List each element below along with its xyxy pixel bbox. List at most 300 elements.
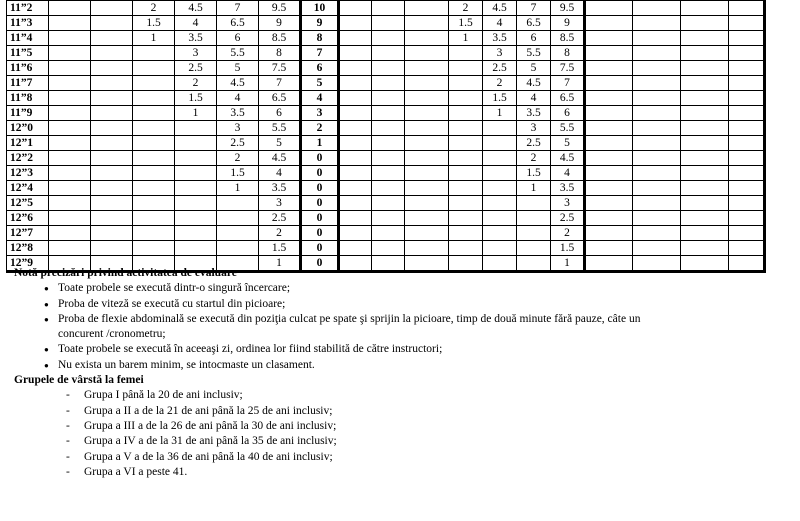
table-cell [405,196,449,211]
table-cell [49,151,91,166]
table-cell [91,241,133,256]
table-cell [729,31,765,46]
table-cell [405,166,449,181]
table-cell: 2 [551,226,585,241]
table-cell [49,121,91,136]
time-cell: 12”3 [7,166,49,181]
table-cell [681,61,729,76]
time-cell: 12”1 [7,136,49,151]
table-cell [483,166,517,181]
table-cell [133,166,175,181]
table-cell [339,1,372,16]
table-cell [49,136,91,151]
group-item: - Grupa I până la 20 de ani inclusiv; [66,388,794,403]
points-cell: 7 [301,46,339,61]
table-cell [91,1,133,16]
table-cell [133,91,175,106]
table-row [7,46,765,61]
time-cell: 12”2 [7,151,49,166]
table-cell [681,76,729,91]
table-cell [372,61,405,76]
table-cell [633,181,681,196]
table-cell [585,196,633,211]
table-cell [405,1,449,16]
table-cell [449,46,483,61]
table-cell: 2 [449,1,483,16]
table-cell [681,226,729,241]
table-cell [681,196,729,211]
table-cell [585,16,633,31]
time-cell: 12”4 [7,181,49,196]
table-cell [585,136,633,151]
table-row [7,211,765,226]
time-cell: 12”0 [7,121,49,136]
table-cell [175,166,217,181]
table-cell: 2.5 [517,136,551,151]
table-cell [339,211,372,226]
table-cell [91,181,133,196]
points-cell: 0 [301,166,339,181]
table-cell [405,151,449,166]
table-cell [633,31,681,46]
table-cell [729,106,765,121]
points-cell: 4 [301,91,339,106]
table-cell [729,91,765,106]
note-item: ● Toate probele se execută în aceeaşi zi, ordinea lor fiind stabilită de către instructori; [44,342,794,357]
table-cell: 9.5 [551,1,585,16]
table-cell [133,106,175,121]
table-cell [483,211,517,226]
table-cell [729,151,765,166]
table-cell: 3.5 [517,106,551,121]
table-cell [217,196,259,211]
table-cell [729,121,765,136]
table-cell: 2 [175,76,217,91]
table-cell: 5.5 [259,121,301,136]
note-item: ● Toate probele se execută dintr-o singură încercare; [44,281,794,296]
points-cell: 0 [301,196,339,211]
table-cell [175,211,217,226]
table-cell [633,151,681,166]
table-cell: 3 [517,121,551,136]
table-cell [372,91,405,106]
table-cell [339,46,372,61]
table-cell [585,241,633,256]
table-cell [175,136,217,151]
table-cell: 8.5 [551,31,585,46]
table-cell [405,181,449,196]
table-cell [449,106,483,121]
table-cell [681,121,729,136]
table-cell: 3 [217,121,259,136]
table-cell [49,1,91,16]
table-cell [633,136,681,151]
table-cell [449,241,483,256]
points-cell: 0 [301,211,339,226]
points-cell: 9 [301,16,339,31]
table-cell: 2.5 [551,211,585,226]
time-cell: 11”6 [7,61,49,76]
table-cell: 3 [259,196,301,211]
table-row [7,196,765,211]
table-cell [91,136,133,151]
table-cell [633,46,681,61]
scoring-table [6,0,766,273]
table-cell: 7 [217,1,259,16]
table-cell: 1 [551,256,585,272]
table-cell [91,196,133,211]
table-cell: 6 [551,106,585,121]
table-cell [729,1,765,16]
table-cell [681,181,729,196]
table-cell [133,241,175,256]
note-item: ● Nu exista un barem minim, se intocmaste un clasament. [44,358,794,373]
table-cell [372,241,405,256]
table-cell [339,106,372,121]
table-cell [133,211,175,226]
table-cell: 1.5 [175,91,217,106]
table-cell [449,61,483,76]
table-cell [729,166,765,181]
note-item: ● Proba de flexie abdominală se execută din poziţia culcat pe spate şi sprijin la picioare, timp de două minute fără pauze, câte un concurent /cronometru; [44,312,794,343]
table-cell [517,226,551,241]
table-cell [339,151,372,166]
table-cell [633,91,681,106]
table-cell [372,16,405,31]
table-cell: 7.5 [259,61,301,76]
table-cell: 1.5 [133,16,175,31]
table-cell: 9.5 [259,1,301,16]
table-cell [483,181,517,196]
table-cell: 6 [259,106,301,121]
table-cell: 2.5 [217,136,259,151]
time-cell: 12”8 [7,241,49,256]
table-row [7,241,765,256]
table-cell [339,61,372,76]
table-row [7,181,765,196]
table-cell [729,76,765,91]
table-cell [405,121,449,136]
table-cell [372,151,405,166]
groups-heading: Grupele de vârstă la femei [14,374,144,387]
table-cell: 7 [551,76,585,91]
table-cell [585,151,633,166]
table-cell [633,16,681,31]
table-cell: 9 [551,16,585,31]
table-cell [372,121,405,136]
table-cell [49,241,91,256]
table-cell [372,166,405,181]
table-cell [175,196,217,211]
table-cell [449,91,483,106]
time-cell: 11”4 [7,31,49,46]
table-cell [681,151,729,166]
table-cell [49,226,91,241]
time-cell: 12”6 [7,211,49,226]
table-cell [483,196,517,211]
group-item: - Grupa a III a de la 26 de ani până la 30 de ani inclusiv; [66,419,794,434]
table-cell [585,76,633,91]
table-cell: 6.5 [551,91,585,106]
table-cell [217,211,259,226]
table-cell [372,196,405,211]
table-cell: 2 [259,226,301,241]
table-cell [633,211,681,226]
table-cell: 5 [517,61,551,76]
table-cell: 1.5 [449,16,483,31]
table-cell: 5 [551,136,585,151]
table-cell [133,61,175,76]
table-cell [449,211,483,226]
table-cell [681,16,729,31]
table-cell: 5.5 [217,46,259,61]
table-row [7,31,765,46]
table-cell [585,181,633,196]
table-cell [49,211,91,226]
table-cell: 3.5 [175,31,217,46]
table-cell [405,226,449,241]
table-cell [729,61,765,76]
table-cell [483,151,517,166]
table-cell [483,136,517,151]
time-cell: 11”9 [7,106,49,121]
table-cell: 3.5 [483,31,517,46]
table-cell [175,121,217,136]
table-row [7,166,765,181]
table-cell [91,166,133,181]
table-cell [49,61,91,76]
notes-section [14,266,794,480]
table-cell [49,166,91,181]
table-cell [49,46,91,61]
group-item: - Grupa a IV a de la 31 de ani până la 35 de ani inclusiv; [66,434,794,449]
points-cell: 10 [301,1,339,16]
table-cell: 1 [259,256,301,272]
table-row [7,226,765,241]
table-cell: 4 [517,91,551,106]
table-cell [49,91,91,106]
group-item: - Grupa a V a de la 36 de ani până la 40 de ani inclusiv; [66,450,794,465]
table-cell [681,166,729,181]
table-cell: 8.5 [259,31,301,46]
table-cell [339,226,372,241]
table-cell [483,121,517,136]
table-cell [449,121,483,136]
table-cell [405,16,449,31]
table-cell: 6.5 [517,16,551,31]
table-cell [372,226,405,241]
points-cell: 5 [301,76,339,91]
table-cell: 4.5 [259,151,301,166]
table-row [7,151,765,166]
table-cell [517,241,551,256]
table-cell [91,61,133,76]
table-cell [133,226,175,241]
table-cell [133,76,175,91]
table-cell [217,241,259,256]
table-cell [49,196,91,211]
table-cell [339,31,372,46]
table-cell [91,16,133,31]
table-cell [405,136,449,151]
table-cell [217,226,259,241]
table-cell: 6 [217,31,259,46]
table-cell [585,1,633,16]
table-cell: 4.5 [175,1,217,16]
table-row [7,106,765,121]
table-cell: 3.5 [551,181,585,196]
table-cell: 2.5 [259,211,301,226]
points-cell: 6 [301,61,339,76]
table-cell [585,226,633,241]
table-cell [405,46,449,61]
table-cell: 1 [483,106,517,121]
table-cell [405,76,449,91]
table-cell [633,121,681,136]
table-cell [729,226,765,241]
table-cell [681,211,729,226]
table-cell [585,106,633,121]
table-cell [339,241,372,256]
table-cell: 3 [483,46,517,61]
table-cell [633,166,681,181]
time-cell: 12”5 [7,196,49,211]
table-cell: 2 [133,1,175,16]
points-cell: 0 [301,241,339,256]
table-cell: 1.5 [551,241,585,256]
table-cell: 1.5 [259,241,301,256]
table-cell: 1 [175,106,217,121]
table-cell [91,226,133,241]
table-cell [339,196,372,211]
table-cell: 8 [551,46,585,61]
table-cell [91,76,133,91]
table-cell [633,196,681,211]
table-cell [91,31,133,46]
table-cell [372,181,405,196]
table-cell [585,91,633,106]
time-cell: 11”2 [7,1,49,16]
time-cell: 11”8 [7,91,49,106]
table-cell: 2 [217,151,259,166]
table-cell [339,16,372,31]
table-cell [729,211,765,226]
table-cell [585,121,633,136]
table-cell: 6.5 [259,91,301,106]
table-cell [372,31,405,46]
table-cell [681,46,729,61]
table-cell: 5.5 [517,46,551,61]
table-cell [681,91,729,106]
group-item: - Grupa a VI a peste 41. [66,465,794,480]
table-cell: 9 [259,16,301,31]
table-cell [449,166,483,181]
time-cell: 11”5 [7,46,49,61]
table-cell [339,136,372,151]
table-cell [175,151,217,166]
table-cell [517,196,551,211]
table-cell [633,61,681,76]
table-cell [49,31,91,46]
table-row [7,91,765,106]
table-cell [91,211,133,226]
table-cell [133,151,175,166]
table-cell [339,166,372,181]
points-cell: 0 [301,256,339,272]
table-cell [405,61,449,76]
table-cell [49,181,91,196]
table-cell [633,106,681,121]
table-cell [91,46,133,61]
table-row [7,16,765,31]
table-cell: 3.5 [259,181,301,196]
table-cell [585,31,633,46]
time-cell: 12”9 [7,256,49,272]
table-cell [405,211,449,226]
table-cell [339,181,372,196]
notes-heading: Notă precizări privind activitatea de evaluare [14,267,237,279]
table-cell [405,106,449,121]
table-body [7,1,765,272]
table-cell [339,91,372,106]
table-cell: 7.5 [551,61,585,76]
note-item: ● Proba de viteză se execută cu startul din picioare; [44,297,794,312]
table-cell [175,181,217,196]
table-cell [449,76,483,91]
table-cell [405,31,449,46]
table-cell [729,196,765,211]
table-cell [372,76,405,91]
table-cell [681,31,729,46]
table-cell [681,241,729,256]
table-cell: 6 [517,31,551,46]
table-cell [585,46,633,61]
table-cell: 1.5 [517,166,551,181]
table-cell: 5.5 [551,121,585,136]
table-cell [681,106,729,121]
group-item: - Grupa a II a de la 21 de ani până la 25 de ani inclusiv; [66,404,794,419]
table-cell [483,226,517,241]
table-cell: 1 [133,31,175,46]
table-cell: 1.5 [217,166,259,181]
table-cell [633,241,681,256]
table-row [7,1,765,16]
table-cell [681,136,729,151]
table-cell [339,76,372,91]
table-cell: 2.5 [483,61,517,76]
table-cell [633,76,681,91]
table-cell [681,1,729,16]
table-cell [372,211,405,226]
table-cell [405,91,449,106]
table-cell [585,211,633,226]
table-cell: 4.5 [483,1,517,16]
table-cell: 6.5 [217,16,259,31]
table-cell [372,1,405,16]
table-cell: 4.5 [551,151,585,166]
table-cell [633,226,681,241]
table-cell [49,16,91,31]
table-cell [483,241,517,256]
table-row [7,76,765,91]
points-cell: 0 [301,226,339,241]
table-cell [49,106,91,121]
table-cell [175,241,217,256]
table-cell [339,121,372,136]
table-cell: 4.5 [217,76,259,91]
table-cell [449,136,483,151]
table-cell [449,181,483,196]
